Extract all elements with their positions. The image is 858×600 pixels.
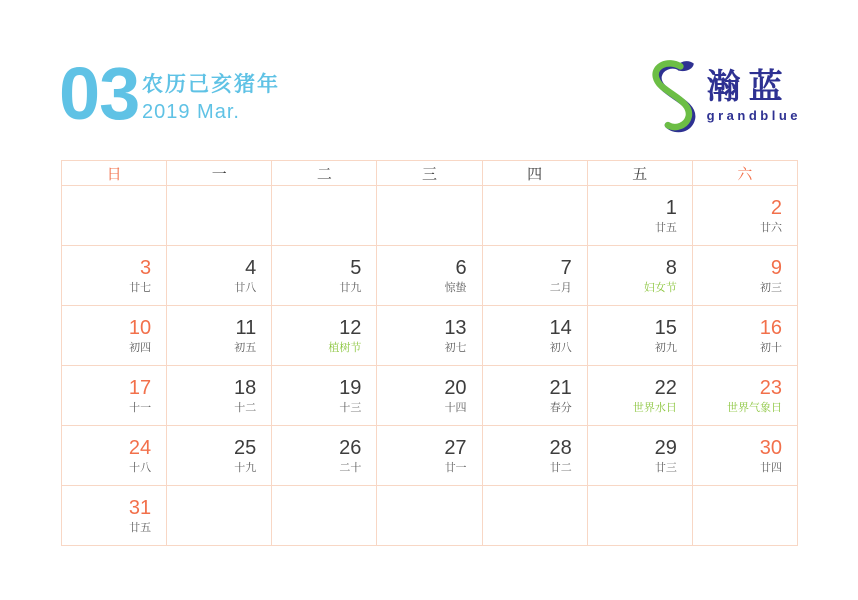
date-number: 9 [770, 256, 782, 279]
date-number: 28 [549, 436, 572, 459]
lunar-label: 惊蛰 [444, 281, 467, 294]
date-number: 14 [549, 316, 572, 339]
day-cell [62, 186, 167, 246]
day-cell [588, 486, 693, 546]
day-cell [272, 246, 377, 306]
date-number: 7 [560, 256, 572, 279]
date-number: 29 [654, 436, 677, 459]
day-cell [167, 486, 272, 546]
date-number: 30 [759, 436, 782, 459]
calendar-grid [61, 160, 798, 546]
logo-name-cn: 瀚蓝 [706, 68, 791, 107]
day-cell [483, 366, 588, 426]
lunar-label: 初十 [760, 341, 782, 354]
lunar-label: 廿三 [654, 461, 677, 474]
day-cell [483, 186, 588, 246]
weekday-wed: 三 [377, 161, 482, 186]
day-cell [62, 246, 167, 306]
lunar-label: 初四 [129, 341, 152, 354]
day-cell [483, 306, 588, 366]
date-number: 24 [128, 436, 152, 459]
day-cell [377, 486, 482, 546]
lunar-label: 十三 [339, 401, 362, 414]
weekday-sat: 六 [693, 161, 798, 186]
lunar-label: 二十 [339, 461, 362, 474]
lunar-label: 廿八 [234, 281, 257, 294]
date-number: 20 [444, 376, 467, 399]
day-cell [693, 486, 798, 546]
date-number: 26 [339, 436, 362, 459]
lunar-label: 十一 [129, 401, 152, 414]
day-cell [588, 426, 693, 486]
month-number: 03 [59, 52, 140, 135]
day-cell [588, 246, 693, 306]
date-number: 22 [654, 376, 677, 399]
lunar-label: 初七 [444, 341, 467, 354]
weekday-sun: 日 [62, 161, 167, 186]
weekday-mon: 一 [167, 161, 272, 186]
lunar-label: 初九 [654, 341, 677, 354]
lunar-label: 初八 [549, 341, 572, 354]
lunar-label: 世界气象日 [727, 401, 782, 414]
date-number: 21 [549, 376, 572, 399]
day-cell [272, 486, 377, 546]
day-cell [62, 486, 167, 546]
date-number: 12 [339, 316, 362, 339]
logo-name-en: grandblue [706, 107, 801, 123]
day-cell [377, 246, 482, 306]
date-number: 27 [444, 436, 467, 459]
day-cell [693, 426, 798, 486]
lunar-label: 初三 [760, 281, 782, 294]
date-number: 1 [665, 196, 677, 219]
date-number: 18 [234, 376, 257, 399]
date-number: 11 [235, 316, 257, 339]
lunar-label: 廿四 [760, 461, 782, 474]
date-number: 4 [245, 256, 257, 279]
date-number: 5 [350, 256, 362, 279]
lunar-label: 廿二 [549, 461, 572, 474]
lunar-label: 廿九 [339, 281, 362, 294]
day-cell [693, 366, 798, 426]
day-cell [588, 366, 693, 426]
day-cell [693, 246, 798, 306]
lunar-label: 初五 [234, 341, 257, 354]
date-number: 16 [759, 316, 782, 339]
lunar-label: 廿六 [760, 221, 782, 234]
day-cell [588, 306, 693, 366]
day-cell [483, 246, 588, 306]
grandblue-logo [648, 59, 801, 133]
date-number: 10 [128, 316, 152, 339]
day-cell [693, 186, 798, 246]
date-number: 8 [665, 256, 677, 279]
day-cell [693, 306, 798, 366]
date-number: 3 [140, 256, 152, 279]
title-subtitle [142, 72, 280, 124]
date-number: 15 [654, 316, 677, 339]
date-number: 13 [444, 316, 467, 339]
weekday-tue: 二 [272, 161, 377, 186]
day-cell [272, 306, 377, 366]
date-number: 19 [339, 376, 362, 399]
day-cell [377, 186, 482, 246]
day-cell [272, 426, 377, 486]
day-cell [588, 186, 693, 246]
lunar-label: 十四 [444, 401, 467, 414]
lunar-label: 植树节 [328, 341, 362, 354]
logo-text [707, 69, 801, 122]
year-month-label: 2019 Mar. [142, 101, 240, 124]
day-cell [483, 426, 588, 486]
day-cell [377, 426, 482, 486]
day-cell [272, 186, 377, 246]
lunar-label: 廿五 [129, 521, 152, 534]
lunar-label: 二月 [549, 281, 572, 294]
day-cell [377, 306, 482, 366]
day-cell [167, 186, 272, 246]
lunar-label: 十二 [234, 401, 257, 414]
lunar-label: 妇女节 [643, 281, 677, 294]
lunar-label: 十九 [234, 461, 257, 474]
day-cell [62, 426, 167, 486]
weekday-fri: 五 [588, 161, 693, 186]
lunar-label: 十八 [129, 461, 152, 474]
date-number: 17 [128, 376, 152, 399]
grandblue-mark-icon [648, 59, 698, 133]
day-cell [483, 486, 588, 546]
lunar-label: 世界水日 [632, 401, 677, 414]
day-cell [62, 306, 167, 366]
day-cell [167, 426, 272, 486]
date-number: 6 [455, 256, 467, 279]
date-number: 2 [770, 196, 782, 219]
lunar-label: 廿五 [654, 221, 677, 234]
lunar-label: 廿七 [129, 281, 152, 294]
lunar-year-label: 农历己亥猪年 [142, 73, 280, 96]
lunar-label: 廿一 [444, 461, 467, 474]
day-cell [167, 366, 272, 426]
weekday-thu: 四 [483, 161, 588, 186]
date-number: 23 [759, 376, 782, 399]
day-cell [167, 246, 272, 306]
day-cell [377, 366, 482, 426]
date-number: 25 [234, 436, 257, 459]
day-cell [167, 306, 272, 366]
lunar-label: 春分 [549, 401, 572, 414]
day-cell [272, 366, 377, 426]
day-cell [62, 366, 167, 426]
date-number: 31 [128, 496, 152, 519]
